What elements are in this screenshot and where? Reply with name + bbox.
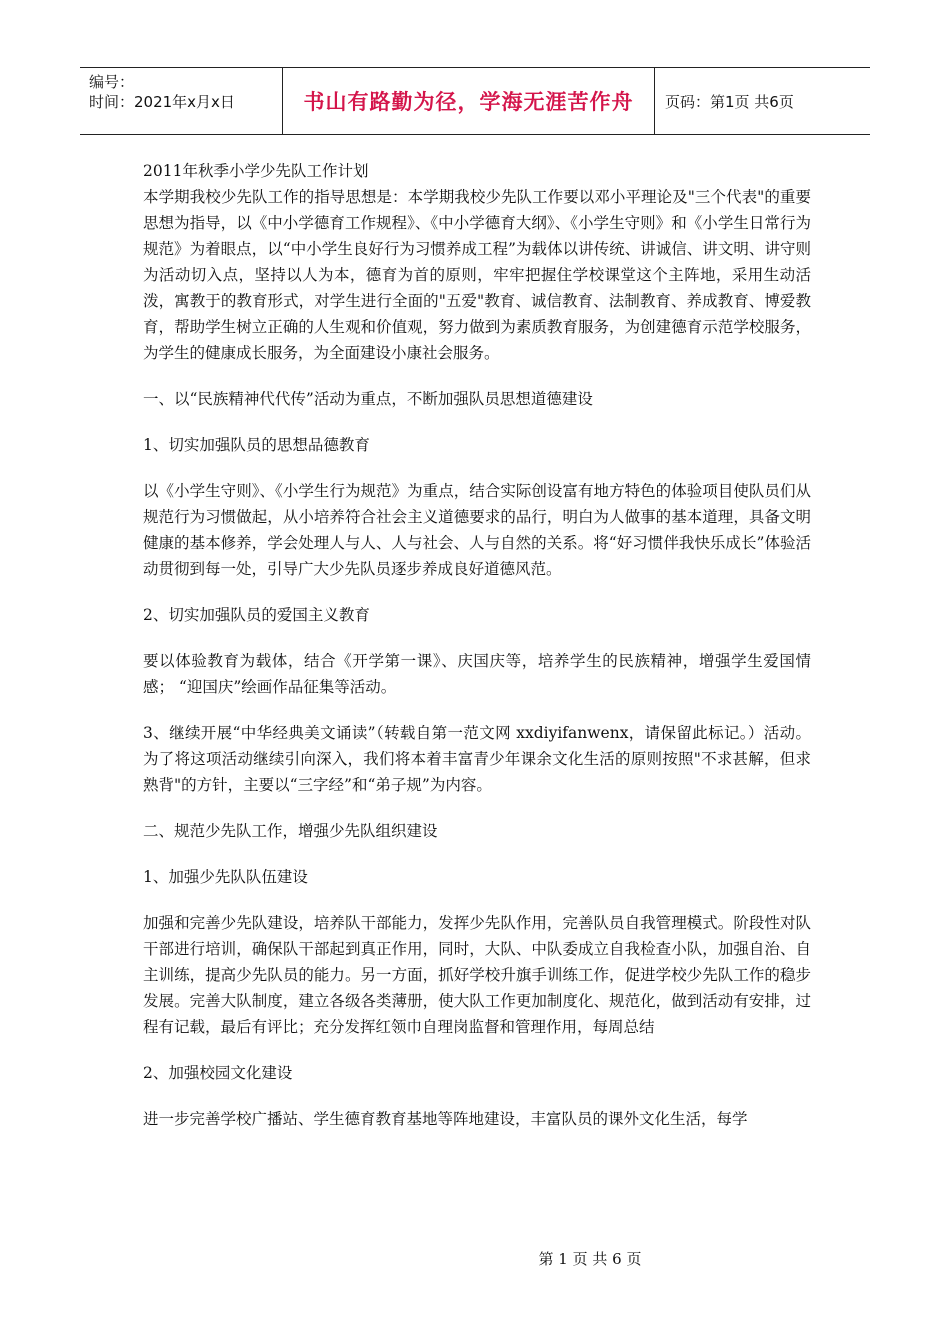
time-label: 时间：2021年x月x日 [89,93,235,111]
section-2-item-1-body: 加强和完善少先队建设，培养队干部能力，发挥少先队作用，完善队员自我管理模式。阶段性对队干部进行培训，确保队干部起到真正作用，同时，大队、中队委成立自我检查小队，加强自治、自主训练，提高少先队员的能力。另一方面，抓好学校升旗手训练工作，促进学校少先队工作的稳步发展。完善大队制度，建立各级各类薄册，使大队工作更加制度化、规范化，做到活动有安排，过程有记载，最后有评比；充分发挥红领巾自理岗监督和管理作用，每周总结 [143,914,811,1036]
page-info: 页码：第1页 共6页 [665,92,794,111]
section-2-item-1-heading: 1、加强少先队队伍建设 [143,868,308,886]
section-2-heading: 二、规范少先队工作，增强少先队组织建设 [143,822,438,840]
intro-paragraph: 本学期我校少先队工作的指导思想是：本学期我校少先队工作要以邓小平理论及"三个代表"的重要思想为指导，以《中小学德育工作规程》、《中小学德育大纲》、《小学生守则》和《小学生日常行为规范》为着眼点，以“中小学生良好行为习惯养成工程”为载体以讲传统、讲诚信、讲文明、讲守则为活动切入点，坚持以人为本，德育为首的原则，牢牢把握住学校课堂这个主阵地，采用生动活泼，寓教于的教育形式，对学生进行全面的"五爱"教育、诚信教育、法制教育、养成教育、博爱教育，帮助学生树立正确的人生观和价值观，努力做到为素质教育服务，为创建德育示范学校服务，为学生的健康成长服务，为全面建设小康社会服务。 [143,188,811,362]
section-1-item-3-body: 3、继续开展“中华经典美文诵读”（转载自第一范文网 xxdiyifanwenx，请保留此标记。）活动。为了将这项活动继续引向深入，我们将本着丰富青少年课余文化生活的原则按照"不求甚解，但求熟背"的方针，主要以“三字经”和“弟子规”为内容。 [143,724,811,794]
number-label: 编号： [89,73,135,91]
section-2-item-2-body: 进一步完善学校广播站、学生德育教育基地等阵地建设，丰富队员的课外文化生活，每学 [143,1110,748,1128]
section-1-item-1-body: 以《小学生守则》、《小学生行为规范》为重点，结合实际创设富有地方特色的体验项目使队员们从规范行为习惯做起，从小培养符合社会主义道德要求的品行，明白为人做事的基本道理，具备文明健康的基本修养，学会处理人与人、人与社会、人与自然的关系。将“好习惯伴我快乐成长”体验活动贯彻到每一处，引导广大少先队员逐步养成良好道德风范。 [143,482,811,578]
page-footer [0,1248,950,1269]
section-1-item-2-heading: 2、切实加强队员的爱国主义教育 [143,606,370,624]
section-1-heading: 一、以“民族精神代代传”活动为重点，不断加强队员思想道德建设 [143,390,593,408]
header-motto-cell [283,68,655,134]
section-1-item-1-heading: 1、切实加强队员的思想品德教育 [143,436,370,454]
footer-page-number: 第 1 页 共 6 页 [538,1250,642,1268]
section-2-item-2-heading: 2、加强校园文化建设 [143,1064,293,1082]
header-meta-cell [80,68,283,134]
document-header [80,67,870,135]
document-body [143,158,811,1132]
header-page-cell [655,68,870,134]
document-title: 2011年秋季小学少先队工作计划 [143,162,369,180]
motto-text: 书山有路勤为径，学海无涯苦作舟 [303,90,634,114]
section-1-item-2-body: 要以体验教育为载体，结合《开学第一课》、庆国庆等，培养学生的民族精神，增强学生爱国情感； “迎国庆”绘画作品征集等活动。 [143,652,811,696]
